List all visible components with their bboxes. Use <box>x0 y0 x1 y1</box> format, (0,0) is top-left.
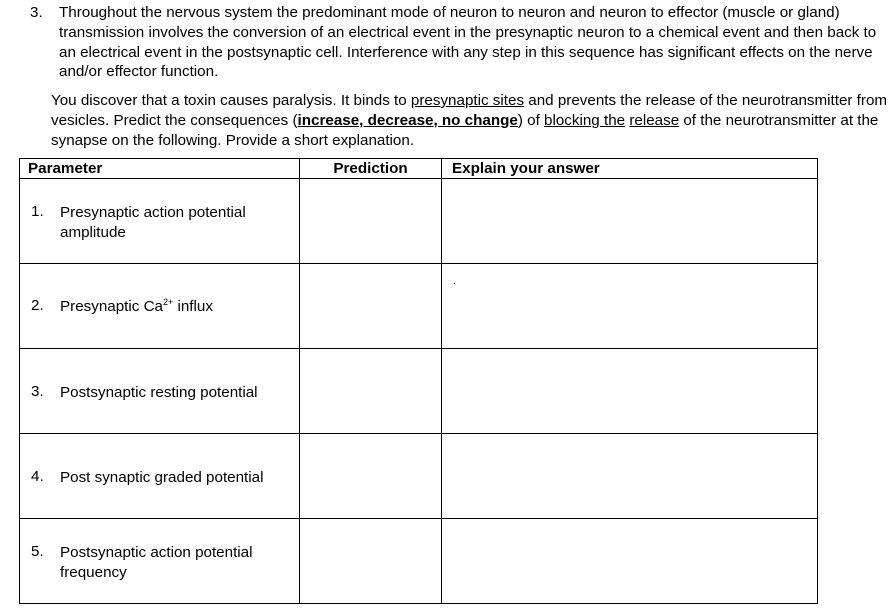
stray-mark: . <box>453 276 456 287</box>
scenario-text-4: of the neurotransmitter at the synapse on the following. Provide a short explanation. <box>51 111 879 149</box>
parameter-cell <box>20 349 300 434</box>
row-number: 1. <box>31 203 44 220</box>
explanation-cell[interactable] <box>442 264 818 349</box>
header-explain: Explain your answer <box>442 159 818 179</box>
prediction-cell[interactable] <box>300 264 442 349</box>
release-underlined: release <box>629 111 680 129</box>
row-number: 2. <box>31 297 44 314</box>
explanation-cell[interactable] <box>442 179 818 264</box>
prediction-options: increase, decrease, no change <box>297 111 518 129</box>
scenario-text-3: ) of <box>517 111 545 129</box>
presynaptic-sites-underlined: presynaptic sites <box>410 92 525 109</box>
parameter-label: Presynaptic action potential amplitude <box>60 204 246 241</box>
parameter-label: Presynaptic $Ca^{2+}$ influx <box>60 297 213 315</box>
explanation-cell[interactable] <box>442 519 818 604</box>
scenario-text-2: and prevents the release of the neurotransmitter from vesicles. Predict the consequences ( <box>51 92 888 129</box>
prediction-cell[interactable] <box>300 434 442 519</box>
table-row <box>20 434 818 519</box>
parameter-label: Postsynaptic resting potential <box>60 384 258 401</box>
row-number: 3. <box>31 383 44 400</box>
scenario-paragraph <box>51 91 891 150</box>
prediction-cell[interactable] <box>300 179 442 264</box>
parameter-label: Post synaptic graded potential <box>60 469 264 486</box>
table-row <box>20 264 818 349</box>
table-row <box>20 179 818 264</box>
prediction-table <box>19 158 818 604</box>
blocking-underlined: blocking the <box>544 111 626 129</box>
question-number: 3. <box>30 4 43 21</box>
table-row <box>20 349 818 434</box>
scenario-text-1: You discover that a toxin causes paralysis. It binds to <box>51 92 411 109</box>
parameter-label: Postsynaptic action potential frequency <box>60 544 253 581</box>
table-header-row <box>20 159 818 179</box>
explanation-cell[interactable] <box>442 434 818 519</box>
question-text: Throughout the nervous system the predominant mode of neuron to neuron and neuron to effector (muscle or gland) transmission involves the conversion of an electrical event in the presynaptic neuron to a chemical event and then back to an electrical event in the postsynaptic cell. Interference with any step in this sequence has significant effects on the nerve and/or effector function. <box>59 4 877 81</box>
parameter-cell <box>20 519 300 604</box>
prediction-cell[interactable] <box>300 519 442 604</box>
row-number: 5. <box>31 543 44 560</box>
parameter-cell <box>20 179 300 264</box>
parameter-cell <box>20 434 300 519</box>
header-parameter: Parameter <box>20 159 300 179</box>
row-number: 4. <box>31 468 44 485</box>
parameter-cell <box>20 264 300 349</box>
explanation-cell[interactable] <box>442 349 818 434</box>
header-prediction: Prediction <box>300 159 442 179</box>
table-row <box>20 519 818 604</box>
prediction-cell[interactable] <box>300 349 442 434</box>
